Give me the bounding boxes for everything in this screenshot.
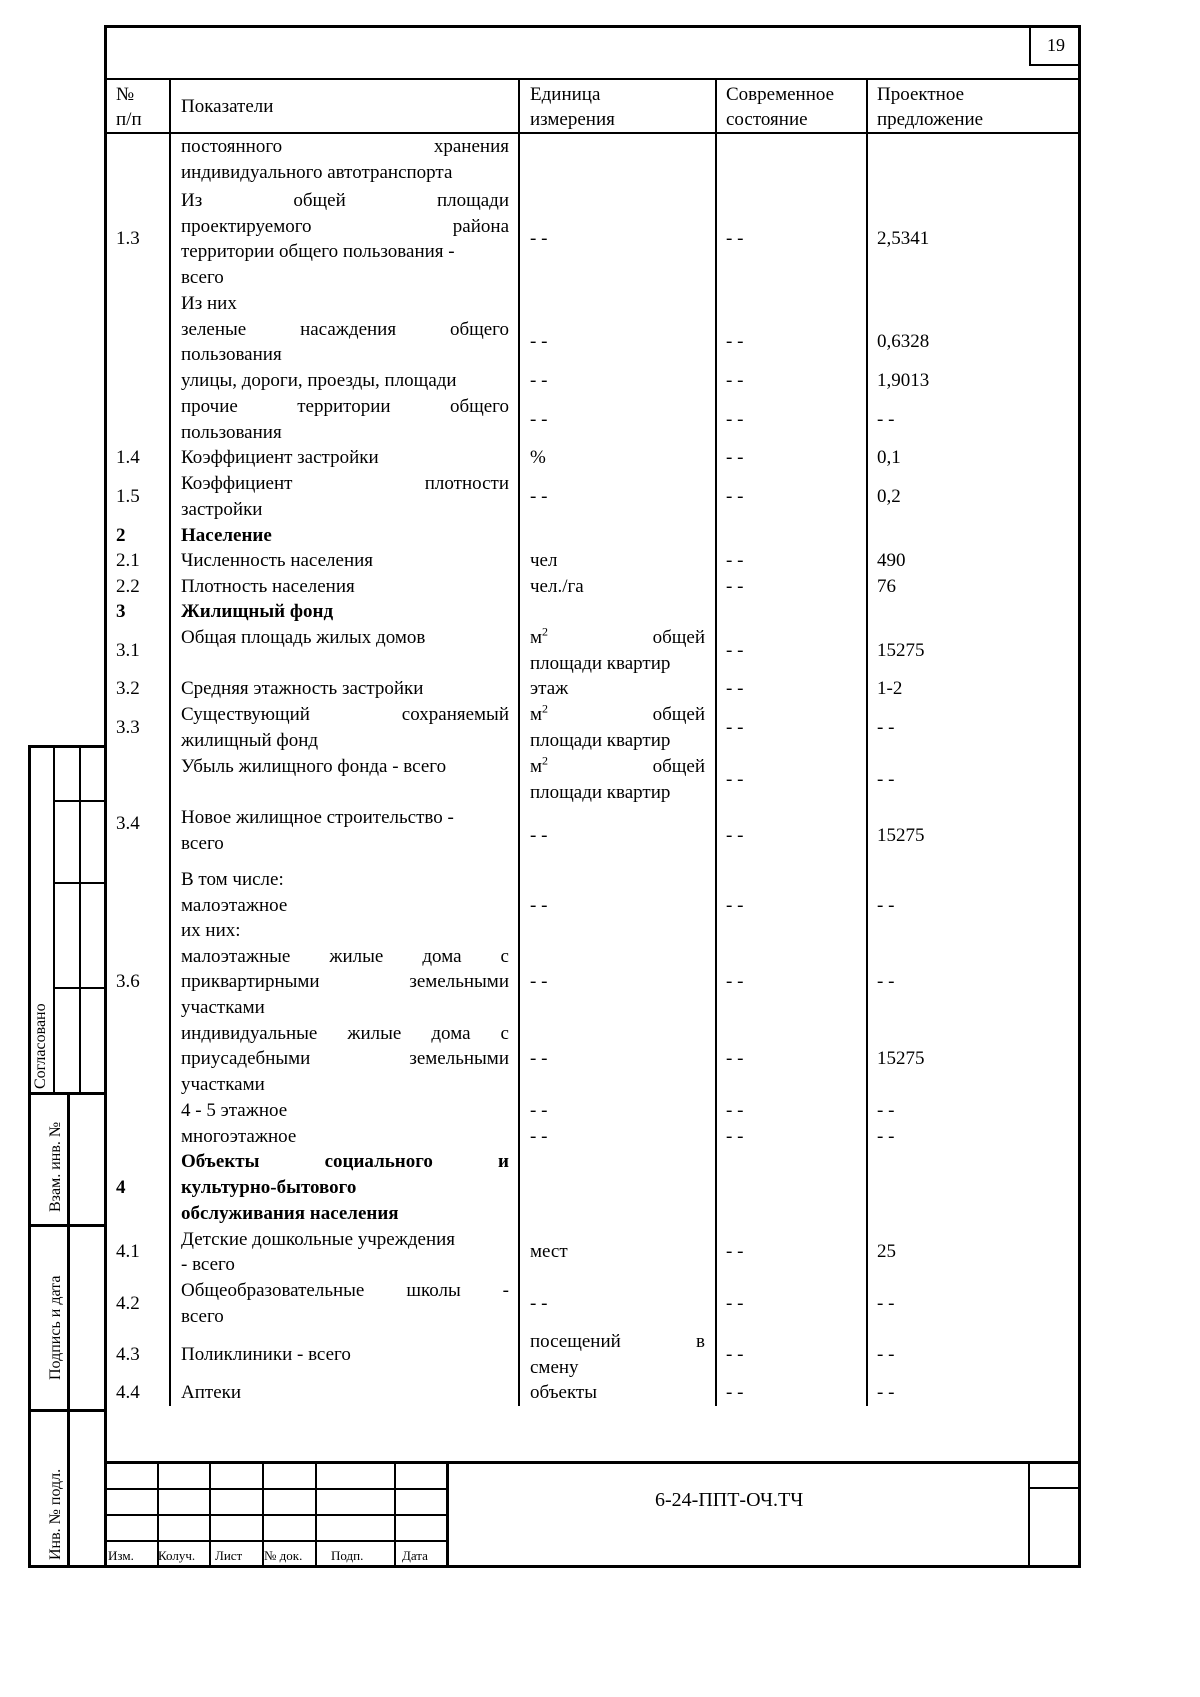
header-unit: Единица измерения (530, 84, 615, 130)
row-number: 1.5 (116, 486, 140, 507)
indicator-text: проектируемого района (181, 216, 509, 237)
unit-cell: посещений в (530, 1331, 705, 1352)
current-cell: - - (726, 1344, 744, 1365)
unit-cell: - - (530, 1126, 548, 1147)
indicator-text: Коэффициент застройки (181, 447, 379, 468)
unit-cell: - - (530, 409, 548, 430)
current-cell: - - (726, 370, 744, 391)
indicator-text: 4 - 5 этажное (181, 1100, 288, 1121)
project-cell: - - (877, 717, 895, 738)
strip-rule (28, 1409, 104, 1412)
row-number: 3.2 (116, 678, 140, 699)
indicator-text: Аптеки (181, 1382, 242, 1403)
strip-rule (67, 1092, 70, 1568)
strip-rule (53, 882, 104, 884)
col-rule-1 (169, 78, 171, 1406)
replaced-inv-label: Взам. инв. № (47, 1121, 64, 1212)
table-top-rule (104, 78, 1081, 80)
strip-rule (28, 1224, 104, 1227)
project-cell: - - (877, 895, 895, 916)
section-title: культурно-бытового (181, 1177, 357, 1198)
current-cell: - - (726, 895, 744, 916)
current-cell: - - (726, 1126, 744, 1147)
indicator-text: многоэтажное (181, 1126, 297, 1147)
row-number: 4.4 (116, 1382, 140, 1403)
current-cell: - - (726, 1241, 744, 1262)
project-cell: 15275 (877, 825, 925, 846)
project-cell: - - (877, 1100, 895, 1121)
indicator-text: Из них (181, 293, 237, 314)
stamp-rule (1028, 1461, 1030, 1567)
unit-cell: этаж (530, 678, 569, 699)
unit-cell: - - (530, 895, 548, 916)
header-project: Проектное предложение (877, 84, 984, 130)
row-number: 4.3 (116, 1344, 140, 1365)
indicator-text: Существующий сохраняемый (181, 704, 509, 725)
indicator-text: Детские дошкольные учреждения (181, 1229, 456, 1250)
indicator-text: малоэтажные жилые дома с (181, 946, 509, 967)
agreed-label: Согласовано (32, 1003, 49, 1089)
stamp-label: Лист (215, 1548, 243, 1563)
project-cell: 25 (877, 1241, 896, 1262)
current-cell: - - (726, 447, 744, 468)
indicator-text: Коэффициент плотности (181, 473, 509, 494)
stamp-rule (1028, 1487, 1081, 1489)
indicator-text: застройки (181, 499, 263, 520)
unit-cell: - - (530, 370, 548, 391)
project-cell: 15275 (877, 640, 925, 661)
indicator-text: Общая площадь жилых домов (181, 627, 426, 648)
indicator-text: пользования (181, 422, 282, 443)
indicator-text: их них: (181, 920, 241, 941)
project-cell: - - (877, 971, 895, 992)
indicator-text: В том числе: (181, 869, 284, 890)
strip-rule (53, 987, 104, 989)
col-rule-2 (518, 78, 520, 1406)
current-cell: - - (726, 576, 744, 597)
section-number: 3 (116, 601, 126, 622)
indicator-text: улицы, дороги, проезды, площади (181, 370, 457, 391)
project-cell: - - (877, 1344, 895, 1365)
indicator-text: участками (181, 1074, 265, 1095)
unit-cell: $м^2$ общей (530, 753, 705, 777)
unit-cell: - - (530, 228, 548, 249)
current-cell: - - (726, 678, 744, 699)
unit-cell: чел (530, 550, 558, 571)
indicator-text: зеленые насаждения общего (181, 319, 509, 340)
project-cell: - - (877, 1126, 895, 1147)
indicator-text: индивидуального автотранспорта (181, 162, 453, 183)
indicator-text: всего (181, 267, 224, 288)
section-number: 2 (116, 525, 126, 546)
current-cell: - - (726, 550, 744, 571)
stamp-label: Дата (402, 1548, 428, 1563)
page-number: 19 (1029, 25, 1081, 66)
unit-cell: - - (530, 486, 548, 507)
unit-cell: - - (530, 825, 548, 846)
header-num: № п/п (116, 84, 142, 130)
project-cell: 490 (877, 550, 906, 571)
strip-rule (28, 1092, 104, 1095)
strip-rule (53, 745, 55, 1092)
indicator-text: всего (181, 1306, 224, 1327)
indicator-text: приусадебными земельными (181, 1048, 509, 1069)
current-cell: - - (726, 769, 744, 790)
section-title: Объекты социального и (181, 1151, 509, 1172)
unit-cell: площади квартир (530, 782, 671, 803)
indicator-text: жилищный фонд (181, 730, 319, 751)
project-cell: 1-2 (877, 678, 903, 699)
unit-cell: - - (530, 1293, 548, 1314)
current-cell: - - (726, 228, 744, 249)
unit-cell: $м^2$ общей (530, 701, 705, 725)
section-title: обслуживания населения (181, 1203, 399, 1224)
unit-cell: - - (530, 971, 548, 992)
row-number: 1.4 (116, 447, 140, 468)
section-title: Население (181, 525, 272, 546)
indicator-text: Поликлиники - всего (181, 1344, 351, 1365)
strip-rule (53, 800, 104, 802)
unit-cell: смену (530, 1357, 579, 1378)
project-cell: 0,1 (877, 447, 901, 468)
indicator-text: территории общего пользования - (181, 241, 455, 262)
indicator-text: прочие территории общего (181, 396, 509, 417)
indicator-text: всего (181, 833, 224, 854)
indicator-text: участками (181, 997, 265, 1018)
strip-rule (79, 745, 81, 1092)
current-cell: - - (726, 1100, 744, 1121)
unit-cell: чел./га (530, 576, 584, 597)
indicator-text: приквартирными земельными (181, 971, 509, 992)
unit-cell: - - (530, 331, 548, 352)
stamp-rule (446, 1461, 449, 1567)
project-cell: 15275 (877, 1048, 925, 1069)
unit-cell: % (530, 447, 546, 468)
unit-cell: площади квартир (530, 730, 671, 751)
project-cell: - - (877, 1382, 895, 1403)
current-cell: - - (726, 486, 744, 507)
stamp-rule (315, 1461, 317, 1567)
signature-date-label: Подпись и дата (47, 1275, 64, 1380)
stamp-rule (394, 1461, 396, 1567)
project-cell: 0,2 (877, 486, 901, 507)
indicator-text: Из общей площади (181, 190, 509, 211)
row-number: 3.3 (116, 717, 140, 738)
indicator-text: Убыль жилищного фонда - всего (181, 756, 447, 777)
indicator-text: - всего (181, 1254, 235, 1275)
unit-cell: - - (530, 1100, 548, 1121)
current-cell: - - (726, 640, 744, 661)
unit-cell: $м^2$ общей (530, 624, 705, 648)
col-rule-4 (866, 78, 868, 1406)
project-cell: 0,6328 (877, 331, 930, 352)
approval-strip (28, 745, 104, 1568)
project-cell: 1,9013 (877, 370, 930, 391)
original-inv-label: Инв. № подл. (47, 1468, 64, 1560)
project-cell: 76 (877, 576, 896, 597)
indicator-text: пользования (181, 344, 282, 365)
row-number: 3.1 (116, 640, 140, 661)
unit-cell: - - (530, 1048, 548, 1069)
current-cell: - - (726, 825, 744, 846)
section-title: Жилищный фонд (181, 601, 334, 622)
current-cell: - - (726, 717, 744, 738)
project-cell: - - (877, 409, 895, 430)
row-number: 1.3 (116, 228, 140, 249)
indicator-text: малоэтажное (181, 895, 288, 916)
indicator-text: Новое жилищное строительство - (181, 807, 454, 828)
current-cell: - - (726, 409, 744, 430)
unit-cell: площади квартир (530, 653, 671, 674)
header-current: Современное состояние (726, 84, 835, 130)
row-number: 2.2 (116, 576, 140, 597)
current-cell: - - (726, 1293, 744, 1314)
indicator-text: Плотность населения (181, 576, 355, 597)
current-cell: - - (726, 1382, 744, 1403)
header-indicators: Показатели (181, 96, 274, 117)
indicator-text: индивидуальные жилые дома с (181, 1023, 509, 1044)
project-cell: - - (877, 769, 895, 790)
current-cell: - - (726, 971, 744, 992)
stamp-top-rule (104, 1461, 1081, 1464)
indicator-text: Средняя этажность застройки (181, 678, 424, 699)
current-cell: - - (726, 1048, 744, 1069)
stamp-label: Изм. (108, 1548, 134, 1563)
row-number: 2.1 (116, 550, 140, 571)
row-number: 4.1 (116, 1241, 140, 1262)
row-number: 3.4 (116, 813, 140, 834)
unit-cell: мест (530, 1241, 568, 1262)
indicator-text: постоянного хранения (181, 136, 509, 157)
stamp-label: Подп. (331, 1548, 364, 1563)
document-code: 6-24-ППТ-ОЧ.ТЧ (655, 1489, 804, 1511)
stamp-label: № док. (264, 1548, 303, 1563)
stamp-rule (209, 1461, 211, 1567)
current-cell: - - (726, 331, 744, 352)
row-number: 3.6 (116, 971, 140, 992)
project-cell: 2,5341 (877, 228, 930, 249)
indicator-text: Общеобразовательные школы - (181, 1280, 509, 1301)
col-rule-3 (715, 78, 717, 1406)
row-number: 4.2 (116, 1293, 140, 1314)
project-cell: - - (877, 1293, 895, 1314)
stamp-label: Колуч. (158, 1548, 196, 1563)
section-number: 4 (116, 1177, 126, 1198)
indicator-text: Численность населения (181, 550, 374, 571)
unit-cell: объекты (530, 1382, 598, 1403)
